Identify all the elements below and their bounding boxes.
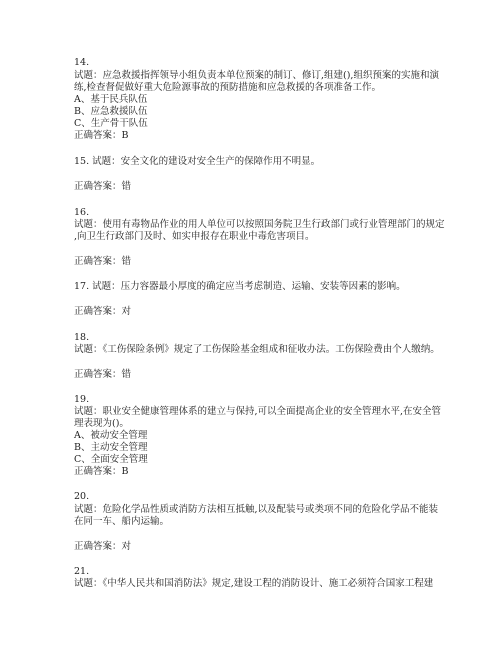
question-stem-cont: 在同一车、船内运输。 xyxy=(74,516,170,527)
question-stem: 试题：危险化学品性质或消防方法相互抵触,以及配装号或类项不同的危险化学品不能装 xyxy=(74,504,439,515)
answer: 正确答案：错 xyxy=(74,181,132,192)
question-number: 17. xyxy=(74,281,90,292)
question-stem: 试题：《工伤保险条例》规定了工伤保险基金组成和征收办法。工伤保险费由个人缴纳。 xyxy=(74,344,440,355)
question-stem: 试题：使用有毒物品作业的用人单位可以按照国务院卫生行政部门或行业管理部门的规定 xyxy=(74,219,445,230)
question-stem: 试题：应急救援指挥领导小组负责本单位预案的制订、修订,组建(),组织预案的实施和演 xyxy=(74,70,439,81)
option-c: C、全面安全管理 xyxy=(74,454,148,465)
question-number: 15. xyxy=(74,156,90,167)
question-number: 21. xyxy=(74,566,90,577)
answer: 正确答案：B xyxy=(74,130,129,141)
option-a: A、基于民兵队伍 xyxy=(74,94,148,105)
question-stem: 试题：职业安全健康管理体系的建立与保持,可以全面提高企业的安全管理水平,在安全管 xyxy=(74,406,442,417)
option-c: C、生产骨干队伍 xyxy=(74,118,148,129)
question-stem-cont: ,向卫生行政部门及时、如实申报存在职业中毒危害项目。 xyxy=(74,231,315,242)
question-stem: 试题：安全文化的建设对安全生产的保障作用不明显。 xyxy=(92,156,321,167)
question-number: 20. xyxy=(74,491,90,502)
answer: 正确答案：对 xyxy=(74,306,132,317)
question-stem-cont: 理表现为()。 xyxy=(74,418,129,429)
question-number-inline xyxy=(74,281,406,294)
option-a: A、被动安全管理 xyxy=(74,430,148,441)
answer: 正确答案：对 xyxy=(74,541,132,552)
question-stem: 试题：《中华人民共和国消防法》规定,建设工程的消防设计、施工必须符合国家工程建 xyxy=(74,578,434,589)
question-stem: 试题：压力容器最小厚度的确定应当考虑制造、运输、安装等因素的影响。 xyxy=(92,281,406,292)
question-number: 18. xyxy=(74,332,90,343)
answer: 正确答案：B xyxy=(74,466,129,477)
answer: 正确答案：错 xyxy=(74,369,132,380)
question-number: 14. xyxy=(74,57,90,68)
question-number: 19. xyxy=(74,394,90,405)
option-b: B、主动安全管理 xyxy=(74,442,148,453)
option-b: B、应急救援队伍 xyxy=(74,106,148,117)
question-stem-cont: 练,检查督促做好重大危险源事故的预防措施和应急救援的各项准备工作。 xyxy=(74,82,382,93)
question-number: 16. xyxy=(74,207,90,218)
answer: 正确答案：错 xyxy=(74,256,132,267)
question-number-inline xyxy=(74,156,320,169)
